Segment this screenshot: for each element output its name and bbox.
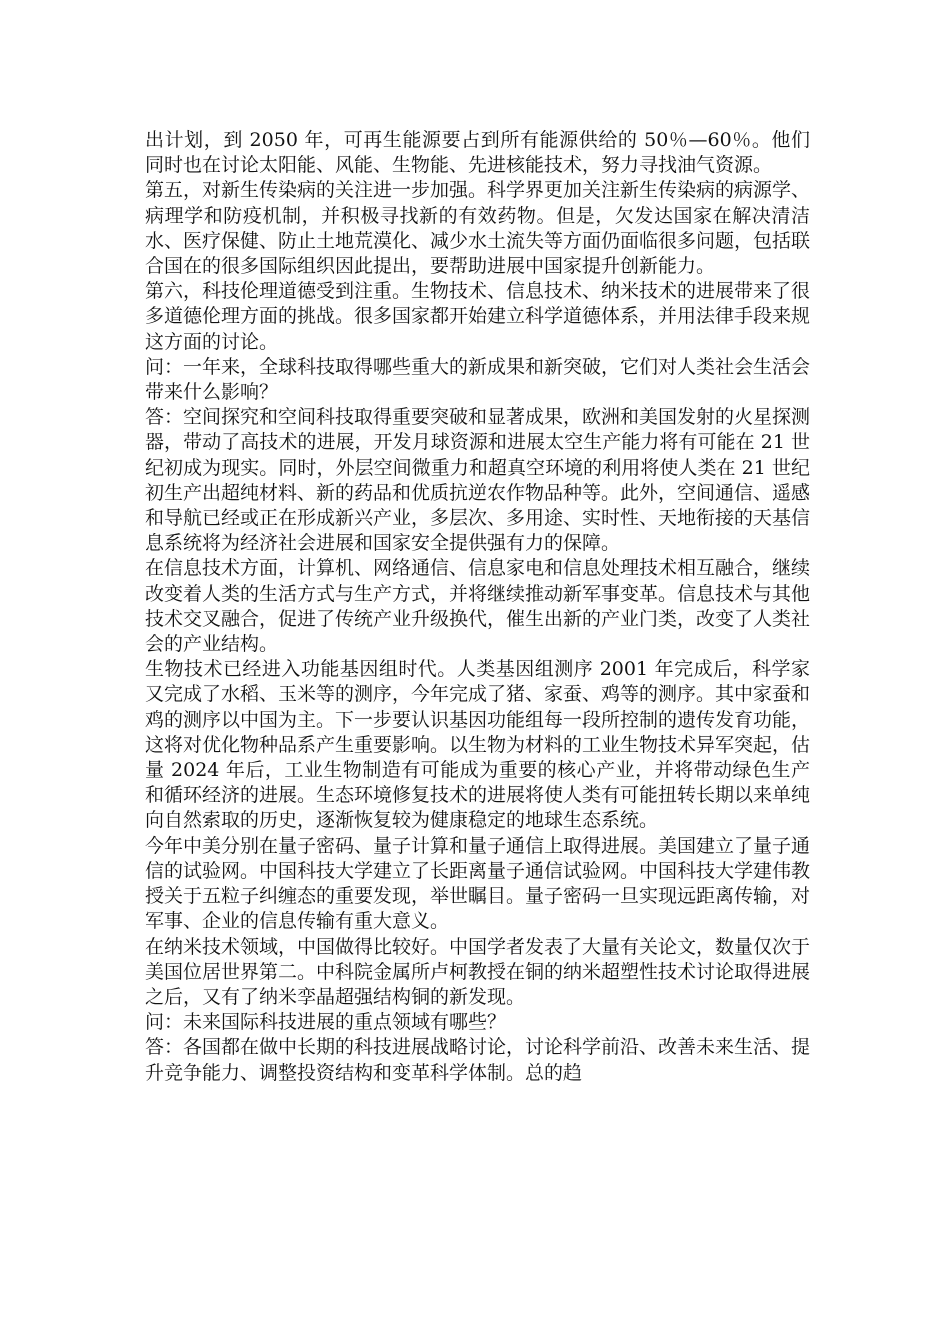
paragraph-answer-future: 答：各国都在做中长期的科技进展战略讨论，讨论科学前沿、改善未来生活、提升竞争能力、调整投资结构和变革科学体制。总的趋 [145, 1036, 811, 1084]
paragraph-biotech: 生物技术已经进入功能基因组时代。人类基因组测序 2001 年完成后，科学家又完成了水稻、玉米等的测序，今年完成了猪、家蚕、鸡等的测序。其中家蚕和鸡的测序以中国为主。下一步要认识基因功能组每一段所控制的遗传发育功能，这将对优化物种品系产生重要影响。以生物为材料的工业生物技术异军突起，估量 2024 年后，工业生物制造有可能成为重要的核心产业，并将带动绿色生产和循环经济的进展。生态环境修复技术的进展将使人类有可能扭转长期以来单纯向自然索取的历史，逐渐恢复较为健康稳定的地球生态系统。 [145, 658, 811, 832]
paragraph-infectious-disease: 第五，对新生传染病的关注进一步加强。科学界更加关注新生传染病的病源学、病理学和防疫机制，并积极寻找新的有效药物。但是，欠发达国家在解决清洁水、医疗保健、防止土地荒漠化、减少水土流失等方面仍面临很多问题，包括联合国在的很多国际组织因此提出，要帮助进展中国家提升创新能力。 [145, 179, 811, 278]
paragraph-nanotech: 在纳米技术领域，中国做得比较好。中国学者发表了大量有关论文，数量仅次于美国位居世界第二。中科院金属所卢柯教授在铜的纳米超塑性技术讨论取得进展之后，又有了纳米孪晶超强结构铜的新发现。 [145, 935, 811, 1008]
paragraph-information-tech: 在信息技术方面，计算机、网络通信、信息家电和信息处理技术相互融合，继续改变着人类的生活方式与生产方式，并将继续推动新军事变革。信息技术与其他技术交叉融合，促进了传统产业升级换代，催生出新的产业门类，改变了人类社会的产业结构。 [145, 557, 811, 656]
paragraph-quantum: 今年中美分别在量子密码、量子计算和量子通信上取得进展。美国建立了量子通信的试验网。中国科技大学建立了长距离量子通信试验网。中国科技大学建伟教授关于五粒子纠缠态的重要发现，举世瞩目。量子密码一旦实现远距离传输，对军事、企业的信息传输有重大意义。 [145, 834, 811, 933]
paragraph-tech-ethics: 第六，科技伦理道德受到注重。生物技术、信息技术、纳米技术的进展带来了很多道德伦理方面的挑战。很多国家都开始建立科学道德体系，并用法律手段来规这方面的讨论。 [145, 280, 811, 353]
document-body [145, 128, 810, 1086]
paragraph-question-achievements: 问：一年来，全球科技取得哪些重大的新成果和新突破，它们对人类社会生活会带来什么影响？ [145, 355, 811, 404]
paragraph-question-future: 问：未来国际科技进展的重点领域有哪些？ [145, 1011, 507, 1034]
paragraph-renewable-energy: 出计划，到 2050 年，可再生能源要占到所有能源供给的 50％—60％。他们同时也在讨论太阳能、风能、生物能、先进核能技术，努力寻找油气资源。 [145, 129, 810, 177]
paragraph-answer-space: 答：空间探究和空间科技取得重要突破和显著成果，欧洲和美国发射的火星探测器，带动了高技术的进展，开发月球资源和进展太空生产能力将有可能在 21 世纪初成为现实。同时，外层空间微重力和超真空环境的利用将使人类在 21 世纪初生产出超纯材料、新的药品和优质抗逆农作物品种等。此外，空间通信、遥感和导航已经或正在形成新兴产业，多层次、多用途、实时性、天地衔接的天基信息系统将为经济社会进展和国家安全提供强有力的保障。 [145, 406, 811, 555]
